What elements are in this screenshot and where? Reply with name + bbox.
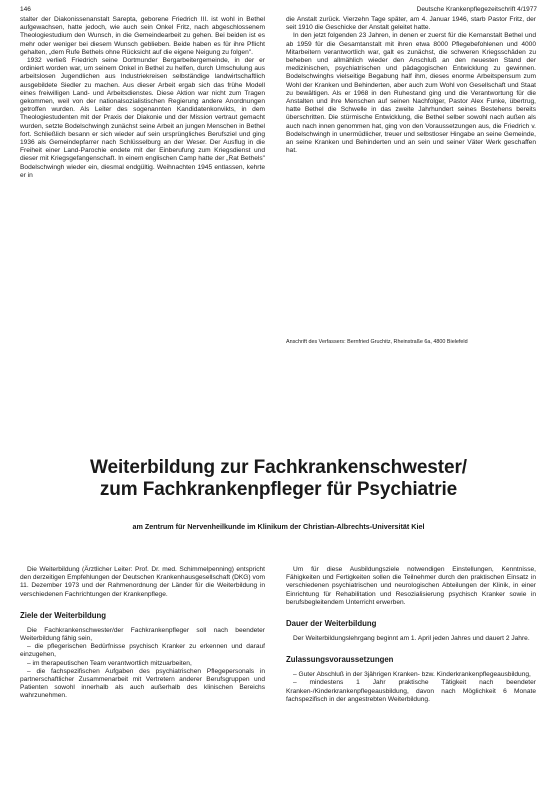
section-heading-goals: Ziele der Weiterbildung [20, 610, 107, 620]
intro-paragraph: Um für diese Ausbildungsziele notwendigen Einstellungen, Kenntnisse, Fähigkeiten und Fertigkeiten sollen die Teilnehmer durch den praktischen Einsatz in verschiedenen psychiatrischen und neurologischen Abteilungen der Klinik, in einer Einrichtung für Rehabilitation und Resozialisierung psychisch Kranker sowie in berufsbegleitendem Unterricht erwerben. [286, 566, 536, 606]
intro-paragraph: Die Weiterbildung (Ärztlicher Leiter: Prof. Dr. med. Schimmelpenning) entspricht den derzeitigen Empfehlungen der Deutschen Krankenhausgesellschaft (DKG) vom 11. Dezember 1973 und der Rahmenordnung der Länder für die Weiterbildung in verschiedenen Fachrichtungen der Krankenpflege. [20, 566, 265, 598]
paragraph: 1932 verließ Friedrich seine Dortmunder Bergarbeitergemeinde, in der er ordiniert worden war, um seinem Onkel in Bethel zu helfen, durch Umschulung aus arbeitslosen Jugendlichen aus Industriekreisen selbständige landwirtschaftlich ausgebildete Siedler zu machen. Aus dieser Arbeit ergab sich das frühe Modell eines freiwilligen Land- und Arbeitsdienstes. Diese Aktion war nicht zum Tragen gekommen, weil von der nationalsozialistischen Regierung andere Anordnungen getroffen wurden. Als Leiter des sogenannten Kandidatenkonvikts, in dem Theologiestudenten mit der Praxis der Diakonie und der Mission vertraut gemacht wurden, setzte Bodelschwingh zunächst seine Arbeit an jungen Menschen in Bethel fort. Schließlich besann er sich wieder auf sein ursprüngliches Berufsziel und ging 1936 als Gemeindepfarrer nach Schlüsselburg an der Weser. Der Ausflug in die Freiheit einer Land-Parochie endete mit der Einberufung zum Kriegsdienst und dieser mit Kriegsgefangenschaft. In einem englischen Camp hatte der „Rat Bethels" Bodelschwingh wieder ein, diesmal endgültig. Weihnachten 1945 entlassen, kehrte er in [20, 57, 265, 179]
author-address-footnote: Anschrift des Verfassers: Bernfried Gruchitz, Rheinstraße 6a, 4800 Bielefeld [286, 339, 468, 345]
paragraph: In den jetzt folgenden 23 Jahren, in denen er zuerst für die Kernanstalt Bethel und ab 1959 für die Gesamtanstalt mit ihren etwa 8000 Pflegebefohlenen und 4000 Mitarbeitern verantwortlich war, galt es zunächst, die schweren Kriegsschäden zu beheben und allmählich wieder den Anschluß an den neuesten Stand der medizinischen, psychiatrischen und pädagogischen Entwicklung zu gewinnen. Bodelschwinghs vielseitige Begabung half ihm, dieses enorme Arbeitspensum zum Wohl der Kranken und Behinderten, aber auch zum Wohl von Gesellschaft und Staat zu bewältigen. Als er 1968 in den Ruhestand ging und die Verantwortung für die Anstalten und ihre Menschen auf seinen Nachfolger, Pastor Alex Funke, übertrug, hatte Bethel die Schwelle in das zweite Jahrhundert seines Bestehens bereits überschritten. Die stürmische Entwicklung, die Bethel selber sowohl nach außen als auch nach innen genommen hat, ging von den Voraussetzungen aus, die Friedrich v. Bodelschwingh in unermüdlicher, treuer und selbstloser Hingabe an seine Gemeinde, an seine Kranken und Behinderten und an sein und seiner Väter Werk geschaffen hat. [286, 32, 536, 155]
page-header [20, 5, 537, 15]
section-heading-admission: Zulassungsvoraussetzungen [286, 655, 394, 665]
list-item: – die fachspezifischen Aufgaben des psychiatrischen Pflegepersonals in partnerschaftlicher Zusammenarbeit mit Vertretern anderer Berufsgruppen und Patienten sowohl innerhalb als auch außerhalb des klinischen Bereichs wahrzunehmen. [20, 667, 265, 700]
program-column-left [20, 566, 265, 701]
page-number: 146 [20, 6, 31, 13]
goals-lead: Die Fachkrankenschwester/der Fachkrankenpfleger soll nach beendeter Weiterbildung fähig sein, [20, 626, 265, 643]
headline-line-1: Weiterbildung zur Fachkrankenschwester/ [90, 457, 467, 478]
section-heading-duration: Dauer der Weiterbildung [286, 619, 377, 629]
headline-subtitle: am Zentrum für Nervenheilkunde im Klinikum der Christian-Albrechts-Universität Kiel [132, 522, 425, 531]
list-item: – im therapeutischen Team verantwortlich mitzuarbeiten, [27, 659, 192, 667]
list-item: – die pflegerischen Bedürfnisse psychisch Kranker zu erkennen und darauf einzugehen, [20, 643, 265, 659]
list-item: – Guter Abschluß in der 3jährigen Kranken- bzw. Kinderkrankenpflegeausbildung, [293, 671, 531, 679]
list-item: – mindestens 1 Jahr praktische Tätigkeit nach beendeter Kranken-/Kinderkrankenpflegeausbildung, davon nach Möglichkeit 6 Monate fachspezifisch in der angestrebten Weiterbildung. [286, 679, 536, 703]
duration-paragraph: Der Weiterbildungslehrgang beginnt am 1. April jeden Jahres und dauert 2 Jahre. [293, 635, 530, 643]
paragraph: die Anstalt zurück. Vierzehn Tage später, am 4. Januar 1946, starb Pastor Fritz, der seit 1910 die Geschicke der Anstalt geleitet hatte. [286, 16, 536, 32]
headline-line-2: zum Fachkrankenpfleger für Psychiatrie [99, 479, 458, 500]
article-column-right [286, 16, 536, 155]
paragraph: stalter der Diakonissenanstalt Sarepta, geborene Friedrich III. ist wohl in Bethel aufgewachsen, hatte jedoch, wie auch sein Onkel Fritz, nach abgeschlossenem Theologiestudium den Wunsch, in die Gemeindearbeit zu gehen. Bei beiden ist es mehr oder weniger bei diesem Wunsch geblieben. Beide haben es für ihre Pflicht gehalten, „dem Rufe Bethels ohne Rücksicht auf die eigene Neigung zu folgen". [20, 16, 265, 56]
journal-title: Deutsche Krankenpflegezeitschrift 4/1977 [416, 6, 537, 13]
article-column-left [20, 16, 265, 180]
program-column-right [286, 566, 536, 704]
